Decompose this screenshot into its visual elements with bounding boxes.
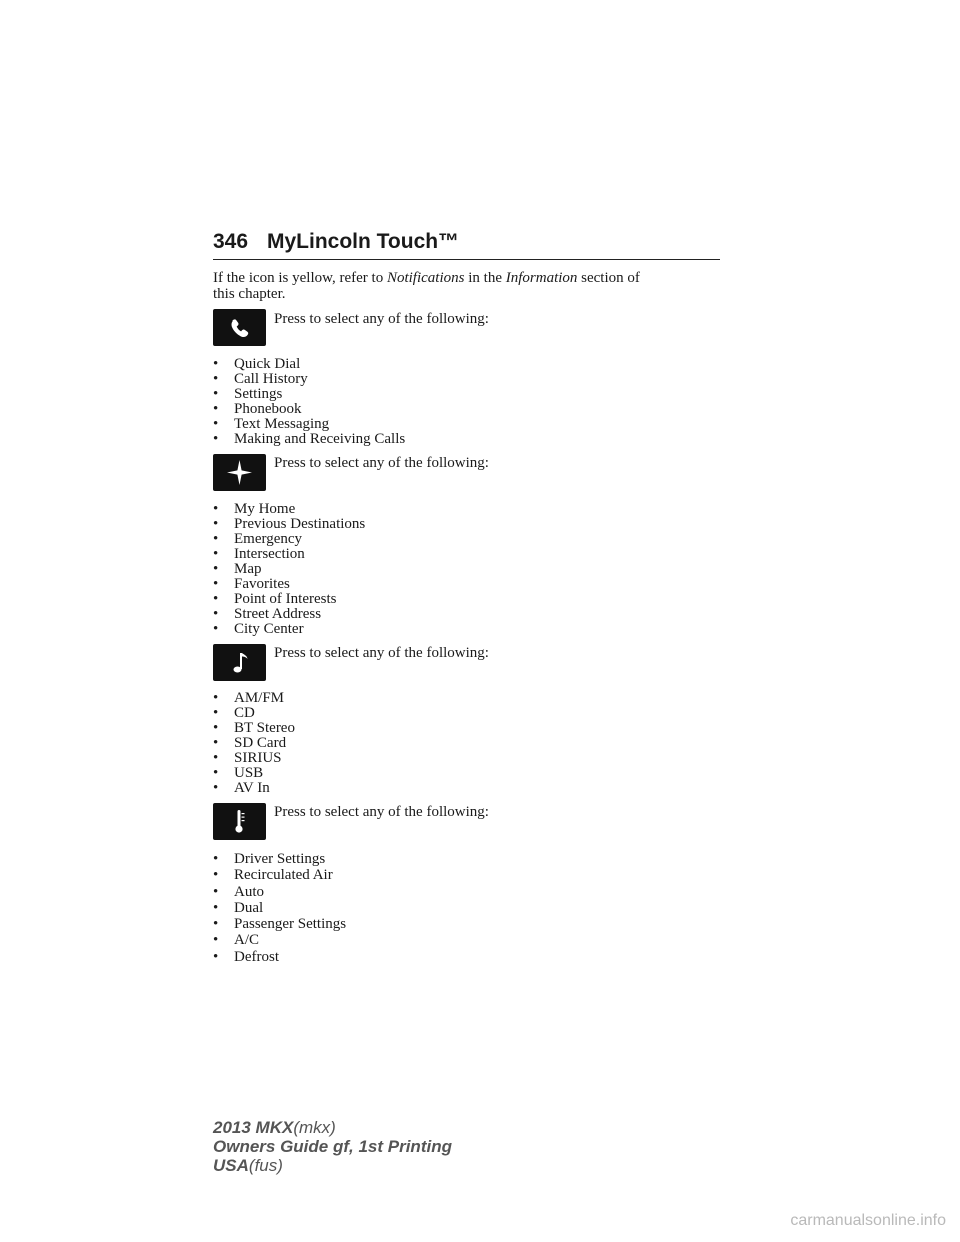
intro-text: in the [464,270,506,286]
intro-text: this chapter. [213,286,286,302]
bullet: • [213,621,219,637]
list-item [213,766,295,781]
bullet: • [213,401,219,417]
chapter-title: MyLincoln Touch™ [267,230,460,253]
bullet: • [213,851,219,867]
list-item [213,547,365,562]
information-reference: Information [505,270,578,286]
phone-options-list [213,357,405,447]
footer-model-code: (mkx) [293,1118,336,1137]
list-item-label: BT Stereo [234,720,295,736]
header-divider [213,259,720,260]
list-item [213,432,405,447]
list-item-label: Text Messaging [234,416,330,432]
list-item-label: Phonebook [234,401,302,417]
music-note-icon [213,644,266,681]
press-instruction: Press to select any of the following: [274,804,489,820]
press-instruction: Press to select any of the following: [274,455,489,471]
list-item [213,607,365,622]
bullet: • [213,371,219,387]
list-item [213,884,346,900]
list-item-label: My Home [234,501,296,517]
climate-options-list [213,851,346,965]
intro-text: If the icon is yellow, refer to [213,270,387,286]
bullet: • [213,431,219,447]
bullet: • [213,416,219,432]
list-item [213,851,346,867]
list-item-label: Recirculated Air [234,867,333,884]
list-item [213,417,405,432]
list-item-label: CD [234,705,255,721]
list-item [213,517,365,532]
bullet: • [213,750,219,766]
thermometer-icon [213,803,266,840]
bullet: • [213,735,219,751]
list-item-label: Favorites [234,576,290,592]
list-item-label: USB [234,765,264,781]
list-item-label: Previous Destinations [234,516,366,532]
list-item-label: Emergency [234,531,303,547]
bullet: • [213,720,219,736]
list-item-label: Defrost [234,948,279,965]
list-item [213,916,346,932]
list-item-label: Point of Interests [234,591,337,607]
list-item-label: Street Address [234,606,322,622]
phone-icon [213,309,266,346]
list-item [213,502,365,517]
intro-paragraph [213,270,720,302]
list-item-label: Dual [234,899,264,916]
press-instruction: Press to select any of the following: [274,311,489,327]
bullet: • [213,932,219,949]
list-item [213,402,405,417]
list-item [213,949,346,965]
list-item [213,900,346,916]
list-item [213,532,365,547]
list-item-label: Settings [234,386,283,402]
bullet: • [213,899,219,916]
list-item [213,867,346,883]
compass-star-icon [213,454,266,491]
bullet: • [213,916,219,933]
list-item [213,562,365,577]
list-item-label: AV In [234,780,270,796]
list-item [213,387,405,402]
bullet: • [213,883,219,900]
navigation-options-list [213,502,365,637]
list-item-label: City Center [234,621,304,637]
footer-market-code: (fus) [248,1156,283,1175]
list-item-label: AM/FM [234,690,285,706]
bullet: • [213,867,219,884]
list-item-label: Driver Settings [234,851,326,867]
bullet: • [213,591,219,607]
bullet: • [213,501,219,517]
list-item-label: A/C [234,932,260,949]
bullet: • [213,561,219,577]
bullet: • [213,780,219,796]
bullet: • [213,356,219,372]
bullet: • [213,705,219,721]
list-item [213,721,295,736]
bullet: • [213,606,219,622]
bullet: • [213,531,219,547]
list-item-label: Intersection [234,546,305,562]
list-item [213,736,295,751]
bullet: • [213,576,219,592]
footer-market: USA [213,1156,249,1175]
list-item-label: SIRIUS [234,750,282,766]
list-item-label: Call History [234,371,308,387]
bullet: • [213,386,219,402]
watermark: carmanualsonline.info [790,1212,946,1229]
footer-model: 2013 MKX [213,1118,294,1137]
bullet: • [213,948,219,965]
entertainment-options-list [213,691,295,796]
footer-guide: Owners Guide gf, 1st Printing [213,1137,452,1156]
list-item-label: Making and Receiving Calls [234,431,406,447]
list-item [213,932,346,948]
list-item [213,706,295,721]
bullet: • [213,516,219,532]
intro-text: section of [577,270,640,286]
notifications-reference: Notifications [386,270,465,286]
print-footer [213,1118,452,1175]
list-item [213,691,295,706]
list-item-label: Auto [234,883,264,900]
list-item-label: Map [234,561,262,577]
list-item [213,592,365,607]
list-item [213,781,295,796]
bullet: • [213,690,219,706]
list-item-label: Quick Dial [234,356,301,372]
bullet: • [213,546,219,562]
list-item-label: SD Card [234,735,287,751]
bullet: • [213,765,219,781]
list-item [213,622,365,637]
list-item-label: Passenger Settings [234,916,347,933]
press-instruction: Press to select any of the following: [274,645,489,661]
list-item [213,372,405,387]
list-item [213,577,365,592]
list-item [213,751,295,766]
page-number: 346 [213,230,249,253]
list-item [213,357,405,372]
